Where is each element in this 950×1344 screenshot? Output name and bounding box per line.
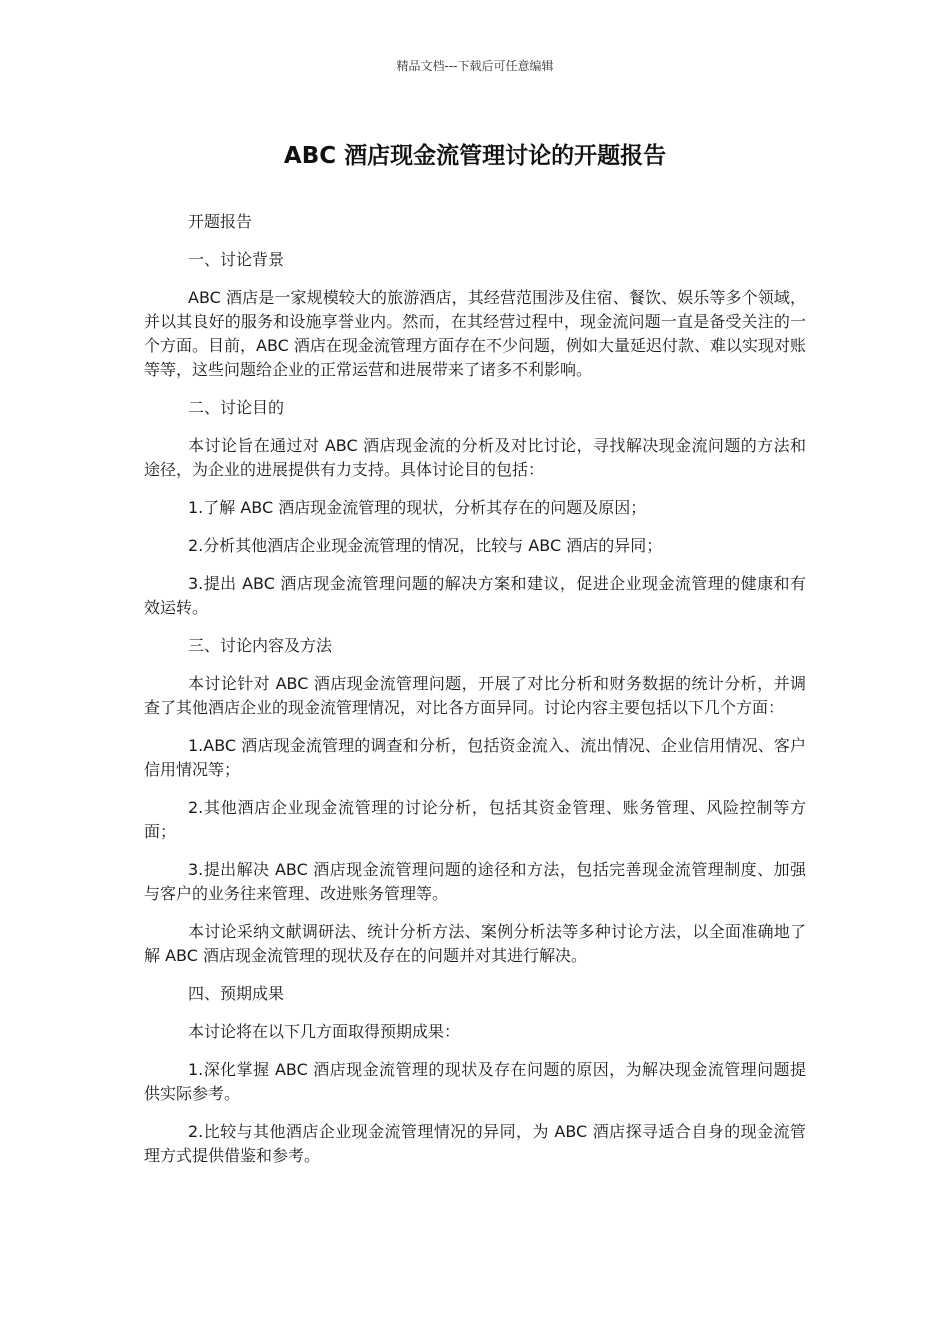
list-item-purpose-1: 1.了解 ABC 酒店现金流管理的现状，分析其存在的问题及原因；	[188, 498, 647, 517]
list-item-content-2: 2.其他酒店企业现金流管理的讨论分析，包括其资金管理、账务管理、风险控制等方面；	[144, 798, 806, 841]
list-item-content-1: 1.ABC 酒店现金流管理的调查和分析，包括资金流入、流出情况、企业信用情况、客户信用情况等；	[144, 736, 806, 779]
section-heading-background: 一、讨论背景	[188, 250, 285, 269]
section-heading-expected-results: 四、预期成果	[188, 984, 285, 1003]
header-note: 精品文档---下载后可任意编辑	[396, 59, 554, 73]
paragraph-results-intro: 本讨论将在以下几方面取得预期成果：	[188, 1022, 461, 1041]
body-label: 开题报告	[188, 212, 253, 231]
paragraph-purpose-intro: 本讨论旨在通过对 ABC 酒店现金流的分析及对比讨论，寻找解决现金流问题的方法和途径，为企业的进展提供有力支持。具体讨论目的包括：	[144, 436, 806, 479]
section-heading-content-method: 三、讨论内容及方法	[188, 636, 333, 655]
list-item-results-2: 2.比较与其他酒店企业现金流管理情况的异同，为 ABC 酒店探寻适合自身的现金流管理方式提供借鉴和参考。	[144, 1122, 806, 1165]
paragraph-content-intro: 本讨论针对 ABC 酒店现金流管理问题，开展了对比分析和财务数据的统计分析，并调查了其他酒店企业的现金流管理情况，对比各方面异同。讨论内容主要包括以下几个方面：	[144, 674, 806, 717]
list-item-purpose-3: 3.提出 ABC 酒店现金流管理问题的解决方案和建议，促进企业现金流管理的健康和有效运转。	[144, 574, 806, 617]
document-title: ABC 酒店现金流管理讨论的开题报告	[283, 143, 667, 169]
list-item-purpose-2: 2.分析其他酒店企业现金流管理的情况，比较与 ABC 酒店的异同；	[188, 536, 663, 555]
section-heading-purpose: 二、讨论目的	[188, 398, 285, 417]
paragraph-background: ABC 酒店是一家规模较大的旅游酒店，其经营范围涉及住宿、餐饮、娱乐等多个领域，并以其良好的服务和设施享誉业内。然而，在其经营过程中，现金流问题一直是备受关注的一个方面。目前，ABC 酒店在现金流管理方面存在不少问题，例如大量延迟付款、难以实现对账等等，这些问题给企业的正常运营和进展带来了诸多不利影响。	[144, 288, 806, 379]
list-item-results-1: 1.深化掌握 ABC 酒店现金流管理的现状及存在问题的原因，为解决现金流管理问题提供实际参考。	[144, 1060, 806, 1103]
paragraph-methods: 本讨论采纳文献调研法、统计分析方法、案例分析法等多种讨论方法，以全面准确地了解 ABC 酒店现金流管理的现状及存在的问题并对其进行解决。	[144, 922, 806, 965]
list-item-content-3: 3.提出解决 ABC 酒店现金流管理问题的途径和方法，包括完善现金流管理制度、加强与客户的业务往来管理、改进账务管理等。	[144, 860, 806, 903]
document-body	[144, 210, 806, 1182]
